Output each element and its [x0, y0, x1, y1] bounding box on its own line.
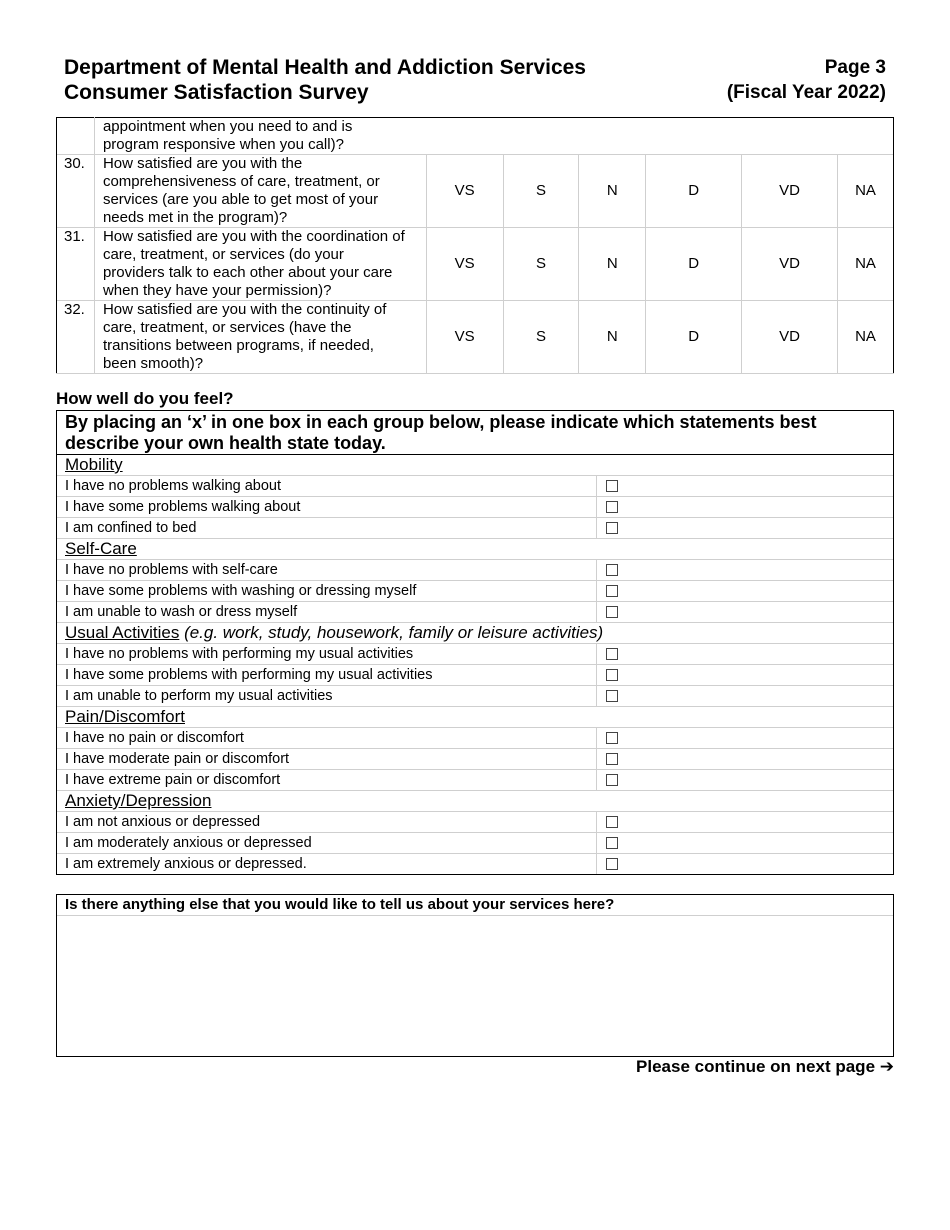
checkbox[interactable] — [606, 669, 618, 681]
option-satisfied[interactable]: S — [503, 228, 579, 301]
checkbox[interactable] — [606, 858, 618, 870]
option-very-dissatisfied[interactable]: VD — [742, 301, 838, 374]
health-item: I am extremely anxious or depressed. — [57, 854, 893, 875]
option-dissatisfied[interactable]: D — [646, 301, 742, 374]
health-item: I am confined to bed — [57, 518, 893, 539]
checkbox[interactable] — [606, 774, 618, 786]
checkbox[interactable] — [606, 690, 618, 702]
question-number: 30. — [57, 155, 95, 228]
health-item: I have no problems with performing my usual activities — [57, 644, 893, 665]
health-item: I have no problems with self-care — [57, 560, 893, 581]
checkbox[interactable] — [606, 522, 618, 534]
health-item: I have some problems with washing or dressing myself — [57, 581, 893, 602]
dimension-header-anxiety: Anxiety/Depression — [57, 791, 893, 812]
continue-next-page: Please continue on next page ➔ — [636, 1057, 894, 1076]
option-very-satisfied[interactable]: VS — [426, 301, 503, 374]
question-number: 31. — [57, 228, 95, 301]
checkbox[interactable] — [606, 564, 618, 576]
page-info — [727, 55, 886, 105]
option-neutral[interactable]: N — [579, 228, 646, 301]
comments-box — [56, 894, 894, 1057]
comments-question: Is there anything else that you would like to tell us about your services here? — [57, 895, 893, 916]
checkbox[interactable] — [606, 837, 618, 849]
checkbox[interactable] — [606, 501, 618, 513]
question-text: How satisfied are you with the coordination of care, treatment, or services (do your providers talk to each other about your care when they have your permission)? — [94, 228, 426, 301]
option-very-dissatisfied[interactable]: VD — [742, 155, 838, 228]
health-state-table — [56, 410, 894, 875]
option-very-dissatisfied[interactable]: VD — [742, 228, 838, 301]
health-item: I have some problems walking about — [57, 497, 893, 518]
option-dissatisfied[interactable]: D — [646, 228, 742, 301]
continued-question-text: appointment when you need to and is program responsive when you call)? — [94, 118, 893, 155]
option-satisfied[interactable]: S — [503, 155, 579, 228]
title-line-2: Consumer Satisfaction Survey — [64, 81, 369, 104]
checkbox[interactable] — [606, 648, 618, 660]
health-item: I am unable to perform my usual activities — [57, 686, 893, 707]
checkbox[interactable] — [606, 585, 618, 597]
option-satisfied[interactable]: S — [503, 301, 579, 374]
checkbox[interactable] — [606, 732, 618, 744]
option-neutral[interactable]: N — [579, 155, 646, 228]
page-number: Page 3 — [824, 57, 886, 78]
dimension-header-self-care: Self-Care — [57, 539, 893, 560]
question-row-32 — [57, 301, 894, 374]
health-item: I have extreme pain or discomfort — [57, 770, 893, 791]
option-neutral[interactable]: N — [579, 301, 646, 374]
document-title — [64, 55, 586, 105]
comments-textarea[interactable] — [57, 916, 893, 1058]
health-item: I have no problems walking about — [57, 476, 893, 497]
health-item: I am moderately anxious or depressed — [57, 833, 893, 854]
option-not-applicable[interactable]: NA — [838, 228, 894, 301]
question-text: How satisfied are you with the comprehensiveness of care, treatment, or services (are you able to get most of your needs met in the program)? — [94, 155, 426, 228]
question-row-30 — [57, 155, 894, 228]
checkbox[interactable] — [606, 753, 618, 765]
checkbox[interactable] — [606, 606, 618, 618]
dimension-header-mobility: Mobility — [57, 455, 893, 476]
question-number: 32. — [57, 301, 95, 374]
section-title-how-well: How well do you feel? — [56, 389, 234, 408]
option-very-satisfied[interactable]: VS — [426, 228, 503, 301]
health-item: I am unable to wash or dress myself — [57, 602, 893, 623]
checkbox[interactable] — [606, 816, 618, 828]
continued-question-row — [57, 118, 894, 155]
option-not-applicable[interactable]: NA — [838, 155, 894, 228]
dimension-header-pain: Pain/Discomfort — [57, 707, 893, 728]
option-not-applicable[interactable]: NA — [838, 301, 894, 374]
health-item: I have moderate pain or discomfort — [57, 749, 893, 770]
option-dissatisfied[interactable]: D — [646, 155, 742, 228]
question-row-31 — [57, 228, 894, 301]
option-very-satisfied[interactable]: VS — [426, 155, 503, 228]
health-item: I am not anxious or depressed — [57, 812, 893, 833]
health-item: I have no pain or discomfort — [57, 728, 893, 749]
health-item: I have some problems with performing my usual activities — [57, 665, 893, 686]
dimension-header-usual-activities: Usual Activities (e.g. work, study, housework, family or leisure activities) — [57, 623, 893, 644]
satisfaction-questions-table — [56, 117, 894, 374]
health-instructions: By placing an ‘x’ in one box in each group below, please indicate which statements best describe your own health state today. — [57, 411, 893, 455]
title-line-1: Department of Mental Health and Addiction Services — [64, 56, 586, 79]
question-text: How satisfied are you with the continuity of care, treatment, or services (have the transitions between programs, if needed, been smooth)? — [94, 301, 426, 374]
checkbox[interactable] — [606, 480, 618, 492]
fiscal-year: (Fiscal Year 2022) — [726, 82, 886, 103]
